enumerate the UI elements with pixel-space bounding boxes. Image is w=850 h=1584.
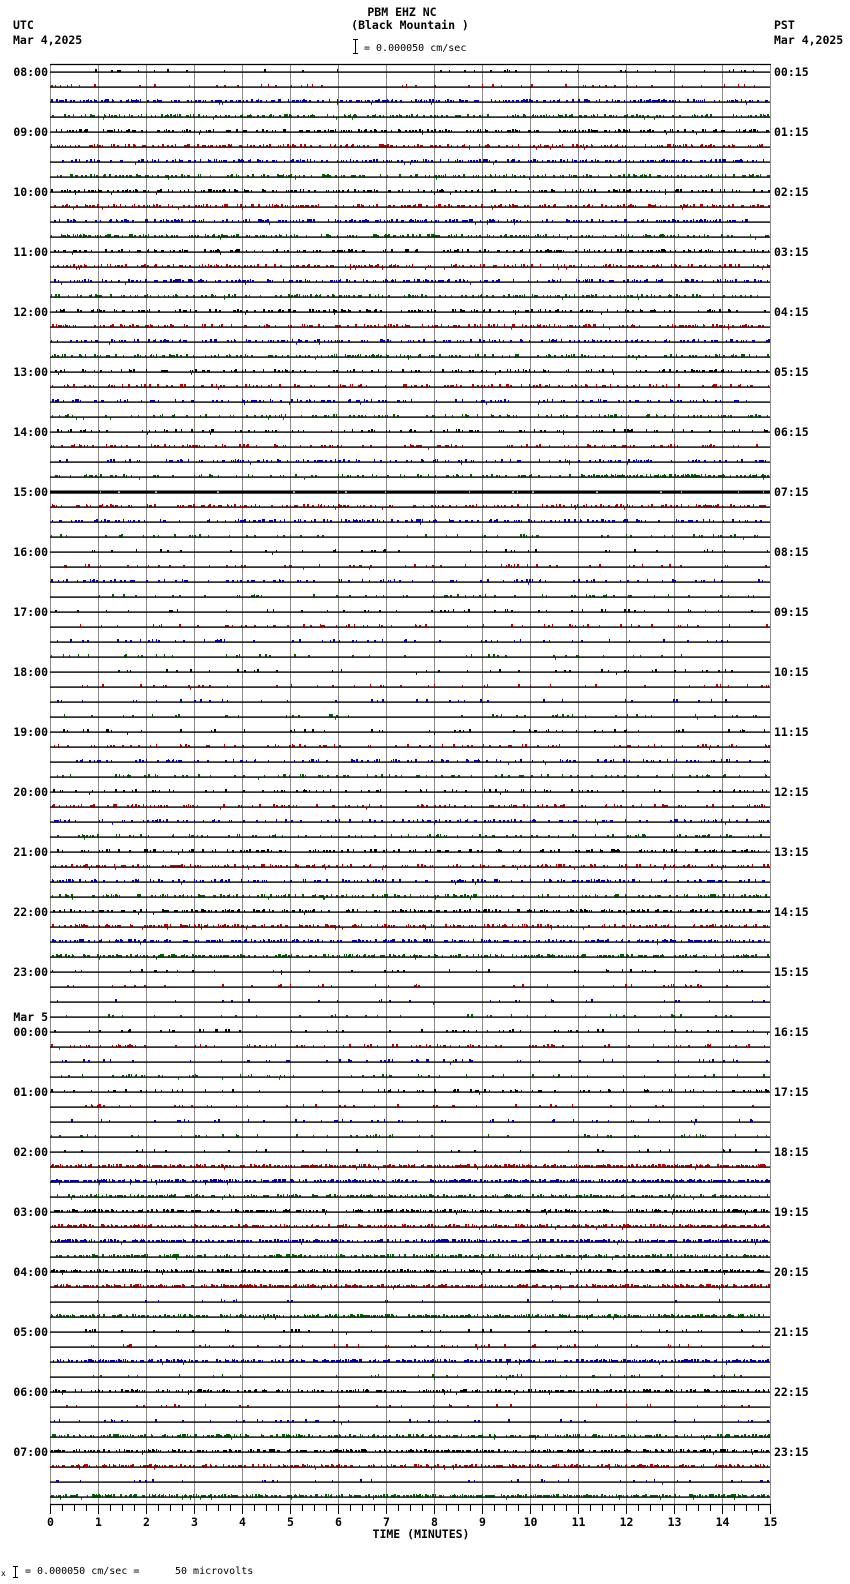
pst-row-label: 20:15	[774, 1265, 809, 1279]
trace	[50, 1329, 770, 1335]
utc-row-label: 02:00	[13, 1145, 48, 1159]
footer-scale-text: = 0.000050 cm/sec =	[25, 1566, 140, 1577]
trace	[50, 1464, 770, 1470]
trace	[50, 1119, 770, 1125]
pst-row-label: 11:15	[774, 725, 809, 739]
trace	[50, 1434, 770, 1440]
utc-row-label: 07:00	[13, 1445, 48, 1459]
trace	[50, 339, 770, 345]
trace	[50, 1149, 770, 1153]
trace	[50, 144, 770, 150]
trace	[50, 744, 770, 750]
trace	[50, 774, 770, 780]
trace	[50, 84, 770, 88]
trace	[50, 1179, 770, 1185]
trace	[50, 999, 770, 1005]
trace	[50, 369, 770, 375]
trace	[50, 624, 770, 628]
trace	[50, 969, 770, 975]
x-tick-label: 0	[47, 1515, 54, 1529]
x-tick-label: 10	[523, 1515, 538, 1529]
left-timezone: UTC	[13, 18, 34, 32]
trace	[50, 429, 770, 435]
pst-row-label: 14:15	[774, 905, 809, 919]
trace	[50, 1374, 770, 1380]
trace	[50, 849, 770, 855]
pst-row-label: 19:15	[774, 1205, 809, 1219]
trace	[50, 1239, 770, 1245]
pst-row-label: 23:15	[774, 1445, 809, 1459]
utc-row-label: 08:00	[13, 65, 48, 79]
trace	[50, 879, 770, 885]
footer-scale-bar-icon	[15, 1566, 20, 1578]
trace	[50, 1269, 770, 1275]
trace	[50, 444, 770, 450]
x-tick-label: 7	[383, 1515, 390, 1529]
utc-row-label: 14:00	[13, 425, 48, 439]
pst-row-label: 17:15	[774, 1085, 809, 1099]
trace	[50, 1419, 770, 1425]
trace	[50, 759, 770, 765]
x-tick-label: 4	[239, 1515, 246, 1529]
scale-bar-icon	[355, 39, 360, 54]
x-axis	[50, 1504, 771, 1514]
trace	[50, 399, 770, 405]
pst-row-label: 10:15	[774, 665, 809, 679]
x-tick-label: 1	[95, 1515, 102, 1529]
trace	[50, 1494, 770, 1500]
trace	[50, 939, 770, 945]
trace	[50, 294, 770, 300]
trace	[50, 129, 770, 135]
left-date: Mar 4,2025	[13, 33, 83, 47]
trace	[50, 114, 770, 120]
station-title: PBM EHZ NC	[367, 5, 437, 19]
trace	[50, 1284, 770, 1290]
trace	[50, 459, 770, 465]
pst-row-label: 01:15	[774, 125, 809, 139]
trace	[50, 1344, 770, 1350]
x-axis-title: TIME (MINUTES)	[372, 1527, 470, 1541]
trace	[50, 789, 770, 795]
trace	[50, 1299, 770, 1303]
utc-row-label: 12:00	[13, 305, 48, 319]
trace	[50, 984, 770, 988]
trace	[50, 159, 770, 165]
pst-row-label: 15:15	[774, 965, 809, 979]
trace	[50, 189, 770, 195]
trace	[50, 729, 770, 735]
footer-microvolts: 50 microvolts	[175, 1566, 254, 1577]
trace	[50, 1314, 770, 1320]
traces	[50, 69, 770, 1500]
x-tick-label: 8	[431, 1515, 438, 1529]
station-location: (Black Mountain )	[351, 18, 469, 32]
trace	[50, 504, 770, 510]
x-tick-label: 15	[763, 1515, 778, 1529]
utc-row-label: 22:00	[13, 905, 48, 919]
x-tick-label: 6	[335, 1515, 342, 1529]
trace	[50, 279, 770, 285]
pst-row-label: 07:15	[774, 485, 809, 499]
pst-row-label: 22:15	[774, 1385, 809, 1399]
trace	[50, 69, 770, 73]
trace	[50, 549, 770, 555]
trace	[50, 1254, 770, 1260]
x-tick-label: 13	[667, 1515, 682, 1529]
trace	[50, 864, 770, 870]
pst-row-label: 21:15	[774, 1325, 809, 1339]
trace	[50, 534, 770, 540]
pst-row-label: 05:15	[774, 365, 809, 379]
trace	[50, 354, 770, 360]
trace	[50, 654, 770, 660]
x-tick-label: 3	[191, 1515, 198, 1529]
trace	[50, 1014, 770, 1018]
x-tick-label: 11	[571, 1515, 586, 1529]
trace	[50, 264, 770, 270]
trace	[50, 1194, 770, 1200]
trace	[50, 174, 770, 180]
right-date: Mar 4,2025	[774, 33, 844, 47]
trace	[50, 1074, 770, 1080]
trace	[50, 714, 770, 720]
pst-row-label: 02:15	[774, 185, 809, 199]
x-tick-label: 5	[287, 1515, 294, 1529]
footer-prefix-glyph: x	[1, 1569, 6, 1578]
date-change-label: Mar 5	[13, 1010, 48, 1024]
pst-row-label: 08:15	[774, 545, 809, 559]
trace	[50, 1209, 770, 1215]
trace	[50, 909, 770, 915]
utc-row-label: 03:00	[13, 1205, 48, 1219]
utc-row-label: 16:00	[13, 545, 48, 559]
trace	[50, 324, 770, 330]
trace	[50, 894, 770, 900]
trace	[50, 1479, 770, 1485]
pst-row-label: 09:15	[774, 605, 809, 619]
utc-row-label: 06:00	[13, 1385, 48, 1399]
pst-row-label: 12:15	[774, 785, 809, 799]
pst-row-label: 04:15	[774, 305, 809, 319]
utc-row-label: 23:00	[13, 965, 48, 979]
scale-text: = 0.000050 cm/sec	[364, 43, 467, 54]
trace	[50, 474, 770, 480]
trace	[50, 1044, 770, 1050]
trace	[50, 219, 770, 225]
trace	[50, 594, 770, 598]
utc-row-label: 19:00	[13, 725, 48, 739]
trace	[50, 1359, 770, 1365]
trace	[50, 1134, 770, 1138]
trace	[50, 309, 770, 315]
pst-row-label: 13:15	[774, 845, 809, 859]
trace	[50, 204, 770, 210]
trace	[50, 1029, 770, 1035]
trace	[50, 804, 770, 810]
trace	[50, 1404, 770, 1408]
utc-row-label: 10:00	[13, 185, 48, 199]
trace	[50, 564, 770, 570]
trace	[50, 1389, 770, 1395]
utc-row-label: 17:00	[13, 605, 48, 619]
utc-row-label: 20:00	[13, 785, 48, 799]
x-tick-label: 14	[715, 1515, 730, 1529]
trace	[50, 819, 770, 825]
trace	[50, 609, 770, 613]
trace	[50, 699, 770, 703]
utc-row-label: 13:00	[13, 365, 48, 379]
x-tick-label: 9	[479, 1515, 486, 1529]
trace	[50, 954, 770, 960]
utc-row-label: 09:00	[13, 125, 48, 139]
utc-row-label: 18:00	[13, 665, 48, 679]
trace	[50, 249, 770, 255]
trace	[50, 834, 770, 840]
utc-row-label: 11:00	[13, 245, 48, 259]
x-tick-label: 12	[619, 1515, 634, 1529]
trace	[50, 669, 770, 675]
trace	[50, 384, 770, 390]
utc-row-label: 15:00	[13, 485, 48, 499]
pst-row-label: 06:15	[774, 425, 809, 439]
right-timezone: PST	[774, 18, 795, 32]
trace	[50, 1224, 770, 1230]
pst-row-label: 16:15	[774, 1025, 809, 1039]
trace	[50, 1089, 770, 1095]
utc-row-label: 05:00	[13, 1325, 48, 1339]
utc-row-label: 04:00	[13, 1265, 48, 1279]
pst-row-label: 18:15	[774, 1145, 809, 1159]
pst-row-label: 03:15	[774, 245, 809, 259]
trace	[50, 519, 770, 525]
utc-row-label: 21:00	[13, 845, 48, 859]
trace	[50, 924, 770, 930]
trace	[50, 99, 770, 105]
trace	[50, 1059, 770, 1065]
trace	[50, 1164, 770, 1170]
utc-row-label: 01:00	[13, 1085, 48, 1099]
trace	[50, 1104, 770, 1108]
trace	[50, 234, 770, 240]
trace	[50, 684, 770, 690]
trace	[50, 491, 770, 494]
trace	[50, 414, 770, 420]
trace	[50, 639, 770, 643]
trace	[50, 579, 770, 585]
pst-row-label: 00:15	[774, 65, 809, 79]
utc-row-label: 00:00	[13, 1025, 48, 1039]
trace	[50, 1449, 770, 1455]
x-tick-label: 2	[143, 1515, 150, 1529]
